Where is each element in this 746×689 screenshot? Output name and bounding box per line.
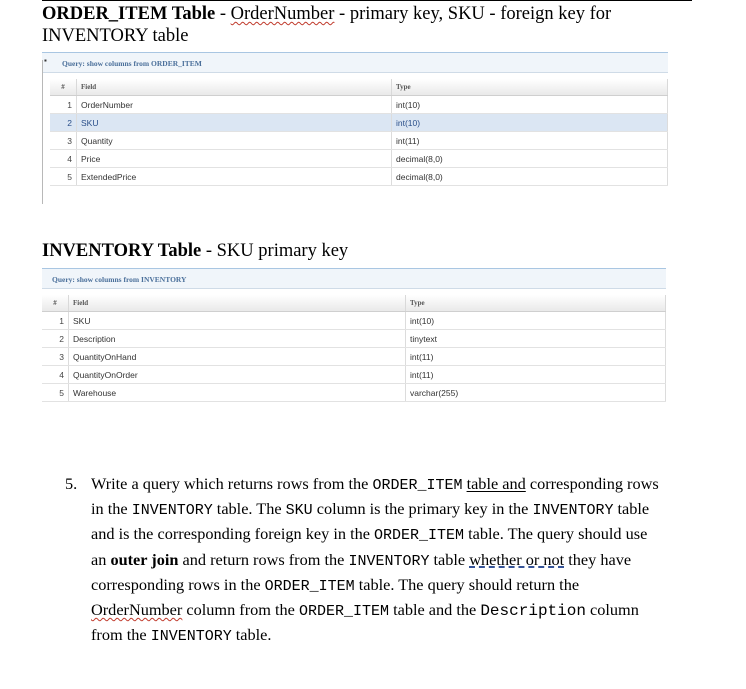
order-item-heading [42,3,642,47]
row-num: 5 [42,384,69,402]
row-field: SKU [77,114,392,132]
col-header-type[interactable]: Type [392,79,668,96]
q-code: ORDER_ITEM [374,527,465,545]
table-row-selected[interactable] [50,114,668,132]
panel-gutter [42,60,43,204]
top-rule [42,0,676,1]
q-dotted: whether or not [469,549,565,569]
col-header-field[interactable]: Field [69,295,406,312]
row-type: int(11) [406,348,666,366]
order-item-columns-table [50,79,668,186]
q-code: INVENTORY [150,628,232,646]
inventory-heading-rest: - SKU primary key [201,241,349,261]
question-text [91,472,665,648]
table-row[interactable] [42,330,666,348]
row-type: int(11) [406,366,666,384]
q-text: column is the primary key in the [312,499,533,519]
inventory-query-title: Query: show columns from INVENTORY [42,268,666,289]
top-rule-right [668,0,692,1]
row-field: QuantityOnOrder [69,366,406,384]
row-type: int(11) [392,132,668,150]
order-item-query-title: Query: show columns from ORDER_ITEM [42,52,668,73]
col-header-field[interactable]: Field [77,79,392,96]
col-header-num[interactable]: # [50,79,77,96]
q-text: and return rows from the [178,549,349,569]
q-code: ORDER_ITEM [372,477,463,494]
inventory-heading [42,240,642,262]
q-code: Description [480,602,586,621]
question-number: 5. [65,474,78,493]
row-num: 3 [42,348,69,366]
q-text: table and the [389,600,481,620]
inventory-columns-table [42,295,666,402]
order-item-query-panel [42,52,668,204]
row-num: 1 [50,96,77,114]
q-text: table. [231,625,272,645]
row-type: int(10) [392,114,668,132]
q-code: ORDER_ITEM [298,603,389,621]
q-text: table. The query should return the [354,574,580,594]
q-text: Write a query which returns rows from the [91,474,373,493]
q-text: column from the [182,600,299,620]
table-row[interactable] [42,348,666,366]
table-row[interactable] [50,168,668,186]
col-header-num[interactable]: # [42,295,69,312]
q-code: SKU [285,502,313,520]
table-row[interactable] [42,384,666,402]
q-wavy: OrderNumber [91,600,183,620]
inventory-table-name: INVENTORY Table [42,241,202,261]
row-num: 2 [42,330,69,348]
row-type: varchar(255) [406,384,666,402]
row-field: Quantity [77,132,392,150]
row-num: 1 [42,312,69,330]
row-field: Description [69,330,406,348]
row-field: SKU [69,312,406,330]
q-text: table. The query should use an [91,524,648,569]
heading-dash: - [215,4,231,24]
row-field: Price [77,150,392,168]
q-text: column from the [91,600,639,645]
row-num: 5 [50,168,77,186]
question-5 [65,472,665,648]
q-text: they have corresponding rows in the [91,549,632,594]
q-text: corresponding rows in the [91,474,659,519]
q-code: INVENTORY [532,502,614,520]
q-underlined: table and [466,474,526,493]
row-type: decimal(8,0) [392,150,668,168]
table-row[interactable] [42,312,666,330]
order-item-table-name: ORDER_ITEM Table [42,4,216,24]
inventory-query-panel [42,268,666,398]
q-text: table. The [212,499,286,519]
row-field: QuantityOnHand [69,348,406,366]
row-field: Warehouse [69,384,406,402]
row-num: 4 [42,366,69,384]
marker-dot: ▪ [44,56,47,65]
order-number-pk: OrderNumber [230,4,335,24]
col-header-type[interactable]: Type [406,295,666,312]
table-row[interactable] [50,150,668,168]
row-num: 2 [50,114,77,132]
row-type: tinytext [406,330,666,348]
q-bold: outer join [110,549,179,569]
q-text: table [429,549,470,569]
row-field: OrderNumber [77,96,392,114]
q-code: INVENTORY [348,552,430,570]
row-type: int(10) [406,312,666,330]
row-field: ExtendedPrice [77,168,392,186]
table-row[interactable] [50,96,668,114]
order-item-heading-rest: - primary key, SKU - foreign key for INVENTORY table [42,4,612,46]
q-code: INVENTORY [131,502,213,520]
row-num: 3 [50,132,77,150]
row-type: int(10) [392,96,668,114]
table-row[interactable] [50,132,668,150]
row-type: decimal(8,0) [392,168,668,186]
q-text: table and is the corresponding foreign key in the [91,499,650,544]
q-code: ORDER_ITEM [264,577,355,595]
row-num: 4 [50,150,77,168]
table-row[interactable] [42,366,666,384]
